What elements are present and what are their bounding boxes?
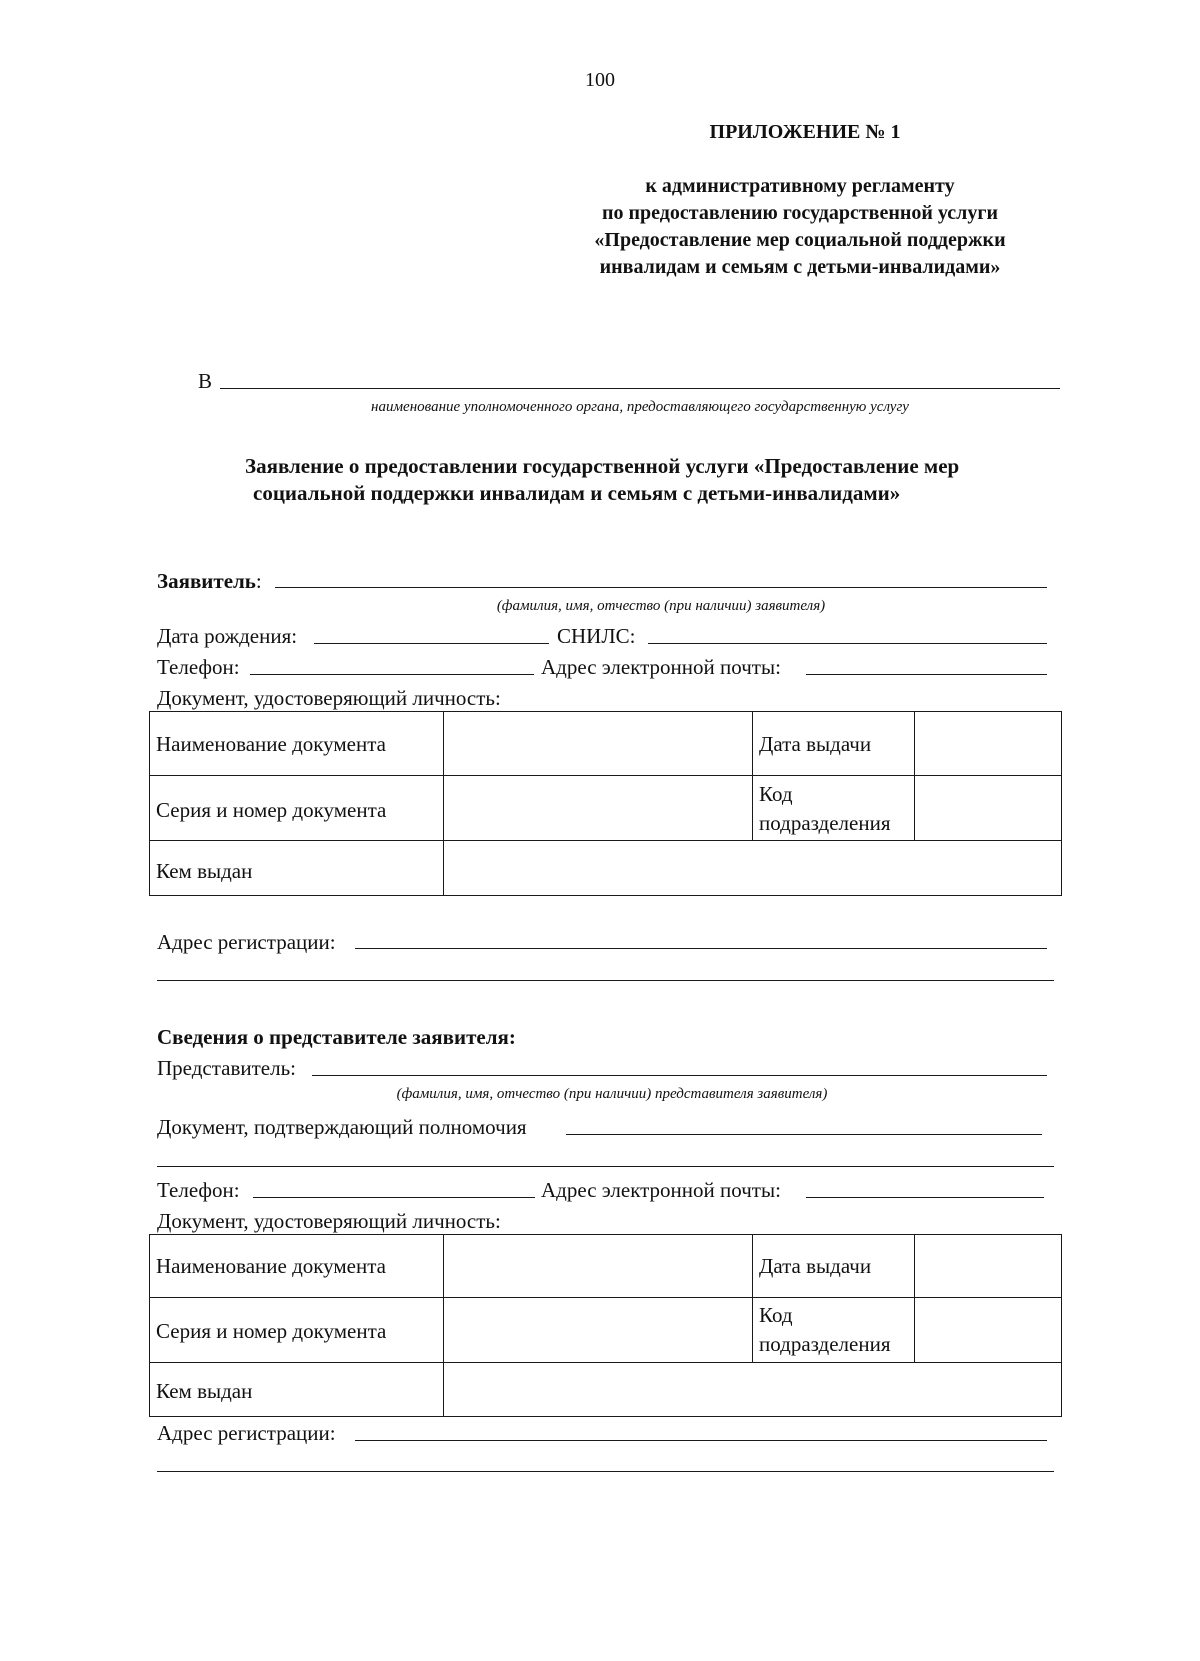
table-col-divider [752,1234,753,1362]
rep-issued-by-cell: Кем выдан [156,1379,253,1403]
address-label: Адрес регистрации: [157,930,336,954]
appendix-line-4: инвалидам и семьям с детьми-инвалидами» [599,256,1001,278]
table-row-divider [149,840,1062,841]
email-field[interactable] [806,674,1047,675]
table-col-divider [443,711,444,896]
issue-date-cell: Дата выдачи [759,732,872,756]
rep-dept-code-input[interactable] [916,1299,1060,1360]
issued-by-cell: Кем выдан [156,859,253,883]
rep-phone-field[interactable] [253,1197,535,1198]
series-number-cell: Серия и номер документа [156,798,387,822]
applicant-caption: (фамилия, имя, отчество (при наличии) заявителя) [496,598,826,614]
appendix-line-1: к административному регламенту [645,175,955,197]
table-row-divider [149,1297,1062,1298]
rep-address-label: Адрес регистрации: [157,1421,336,1445]
id-doc-label: Документ, удостоверяющий личность: [157,686,501,710]
appendix-line-2: по предоставлению государственной услуги [601,202,999,224]
rep-phone-label: Телефон: [157,1178,240,1202]
statement-line-1: Заявление о предоставлении государственной услуги «Предоставление мер [245,454,960,478]
rep-issued-by-input[interactable] [445,1364,1060,1415]
doc-name-cell: Наименование документа [156,732,386,756]
representative-label: Представитель: [157,1056,297,1080]
page-number: 100 [585,69,615,91]
recipient-prefix: В [198,369,213,393]
rep-dept-code-cell-line-1: Код [759,1303,793,1327]
series-number-input[interactable] [445,777,750,838]
rep-email-field[interactable] [806,1197,1044,1198]
rep-issue-date-cell: Дата выдачи [759,1254,872,1278]
authority-doc-field-line-2[interactable] [157,1166,1054,1167]
table-col-divider [752,711,753,840]
representative-name-field[interactable] [312,1075,1047,1076]
phone-label: Телефон: [157,655,240,679]
recipient-field[interactable] [220,388,1060,389]
table-row-divider [149,775,1062,776]
rep-address-field[interactable] [355,1440,1047,1441]
phone-field[interactable] [250,674,534,675]
table-col-divider [443,1234,444,1417]
appendix-title: ПРИЛОЖЕНИЕ № 1 [709,121,901,143]
rep-id-doc-label: Документ, удостоверяющий личность: [157,1209,501,1233]
applicant-label-row [157,571,262,592]
appendix-line-3: «Предоставление мер социальной поддержки [594,229,1006,251]
table-row-divider [149,1362,1062,1363]
representative-caption: (фамилия, имя, отчество (при наличии) представителя заявителя) [396,1086,828,1102]
authority-doc-label: Документ, подтверждающий полномочия [157,1115,527,1139]
table-col-divider [914,1234,915,1362]
birth-date-field[interactable] [314,643,549,644]
rep-address-field-line-2[interactable] [157,1471,1054,1472]
applicant-colon: : [255,569,262,593]
rep-email-label: Адрес электронной почты: [541,1178,781,1202]
applicant-name-field[interactable] [275,587,1047,588]
rep-series-number-input[interactable] [445,1299,750,1360]
dept-code-cell-line-1: Код [759,782,793,806]
snils-field[interactable] [648,643,1047,644]
birth-date-label: Дата рождения: [157,624,298,648]
applicant-label: Заявитель [157,569,256,593]
dept-code-cell-line-2: подразделения [759,811,891,835]
table-col-divider [914,711,915,840]
issued-by-input[interactable] [445,842,1060,894]
recipient-caption: наименование уполномоченного органа, предоставляющего государственную услугу [371,399,909,415]
doc-name-input[interactable] [445,713,750,773]
dept-code-input[interactable] [916,777,1060,838]
representative-section-title: Сведения о представителе заявителя: [157,1025,516,1049]
address-field-line-2[interactable] [157,980,1054,981]
snils-label: СНИЛС: [557,624,636,648]
email-label: Адрес электронной почты: [541,655,781,679]
address-field[interactable] [355,948,1047,949]
rep-doc-name-cell: Наименование документа [156,1254,386,1278]
authority-doc-field[interactable] [566,1134,1042,1135]
rep-dept-code-cell-line-2: подразделения [759,1332,891,1356]
issue-date-input[interactable] [916,713,1060,773]
rep-doc-name-input[interactable] [445,1236,750,1295]
rep-issue-date-input[interactable] [916,1236,1060,1295]
rep-series-number-cell: Серия и номер документа [156,1319,387,1343]
statement-line-2: социальной поддержки инвалидам и семьям с детьми-инвалидами» [253,481,901,505]
